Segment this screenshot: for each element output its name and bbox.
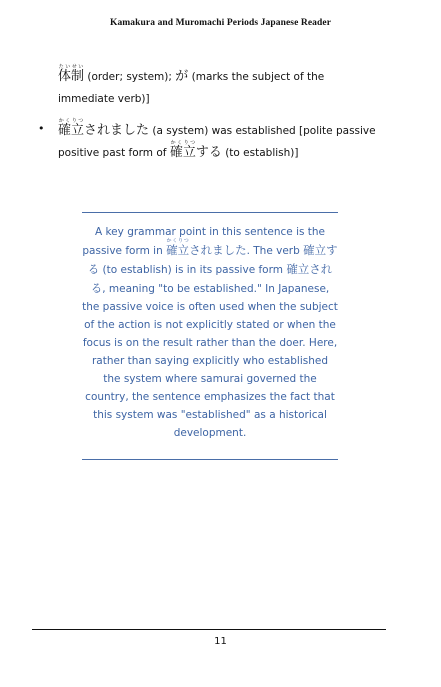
grammar-note-text: (to establish) is in its passive form bbox=[99, 264, 287, 276]
grammar-note bbox=[82, 223, 338, 442]
grammar-term-kakuritsu-sareru: 確立される bbox=[90, 262, 333, 295]
vocab-gloss: (a system) was established [polite passive positive past form of bbox=[58, 125, 376, 159]
furigana: かくりつ bbox=[169, 140, 196, 146]
furigana: たいせい bbox=[58, 64, 85, 70]
particle-ga: が bbox=[175, 69, 189, 84]
vocabulary-list bbox=[38, 64, 378, 164]
vocab-term-suffix: されました bbox=[84, 123, 150, 138]
running-header: Kamakura and Muromachi Periods Japanese Reader bbox=[109, 18, 332, 28]
vocab-term-kakuritsu: 確立かくりつ bbox=[58, 118, 85, 138]
grammar-callout-box bbox=[82, 212, 338, 460]
vocab-gloss-continued: (marks the subject of the immediate verb)] bbox=[58, 71, 325, 105]
vocab-gloss-continued: (to establish)] bbox=[221, 147, 299, 159]
grammar-note-text: A key grammar point in this sentence is the passive form in bbox=[82, 226, 326, 257]
grammar-term-kakuritsu-saremashita: 確立かくりつ bbox=[166, 238, 190, 257]
grammar-term-kakuritsu-suru: 確立する bbox=[87, 243, 338, 276]
bullet-icon: • bbox=[38, 122, 45, 135]
vocab-reference-term: 確立かくりつ bbox=[169, 140, 196, 160]
vocab-entry-kakuritsu bbox=[38, 118, 378, 164]
page-number: 11 bbox=[214, 636, 227, 647]
vocab-reference-suffix: する bbox=[195, 145, 222, 160]
vocab-gloss: (order; system); bbox=[84, 71, 176, 83]
footer-divider bbox=[32, 629, 386, 630]
vocab-term-taisei: 体制たいせい bbox=[58, 64, 85, 84]
grammar-note-text: , meaning "to be established." In Japanese, the passive voice is often used when the subject of the action is not explicitly stated or when the focus is on the result rather than the doer. Here, rather than saying explicitly who established the system where samurai governed the country, the sentence emphasizes the fact that this system was "established" as a historical development. bbox=[82, 283, 338, 439]
grammar-note-text: . The verb bbox=[246, 245, 304, 257]
furigana: かくりつ bbox=[166, 238, 190, 244]
grammar-term-suffix: されました bbox=[189, 243, 247, 257]
furigana: かくりつ bbox=[58, 118, 85, 124]
vocab-entry-taisei bbox=[58, 64, 378, 110]
